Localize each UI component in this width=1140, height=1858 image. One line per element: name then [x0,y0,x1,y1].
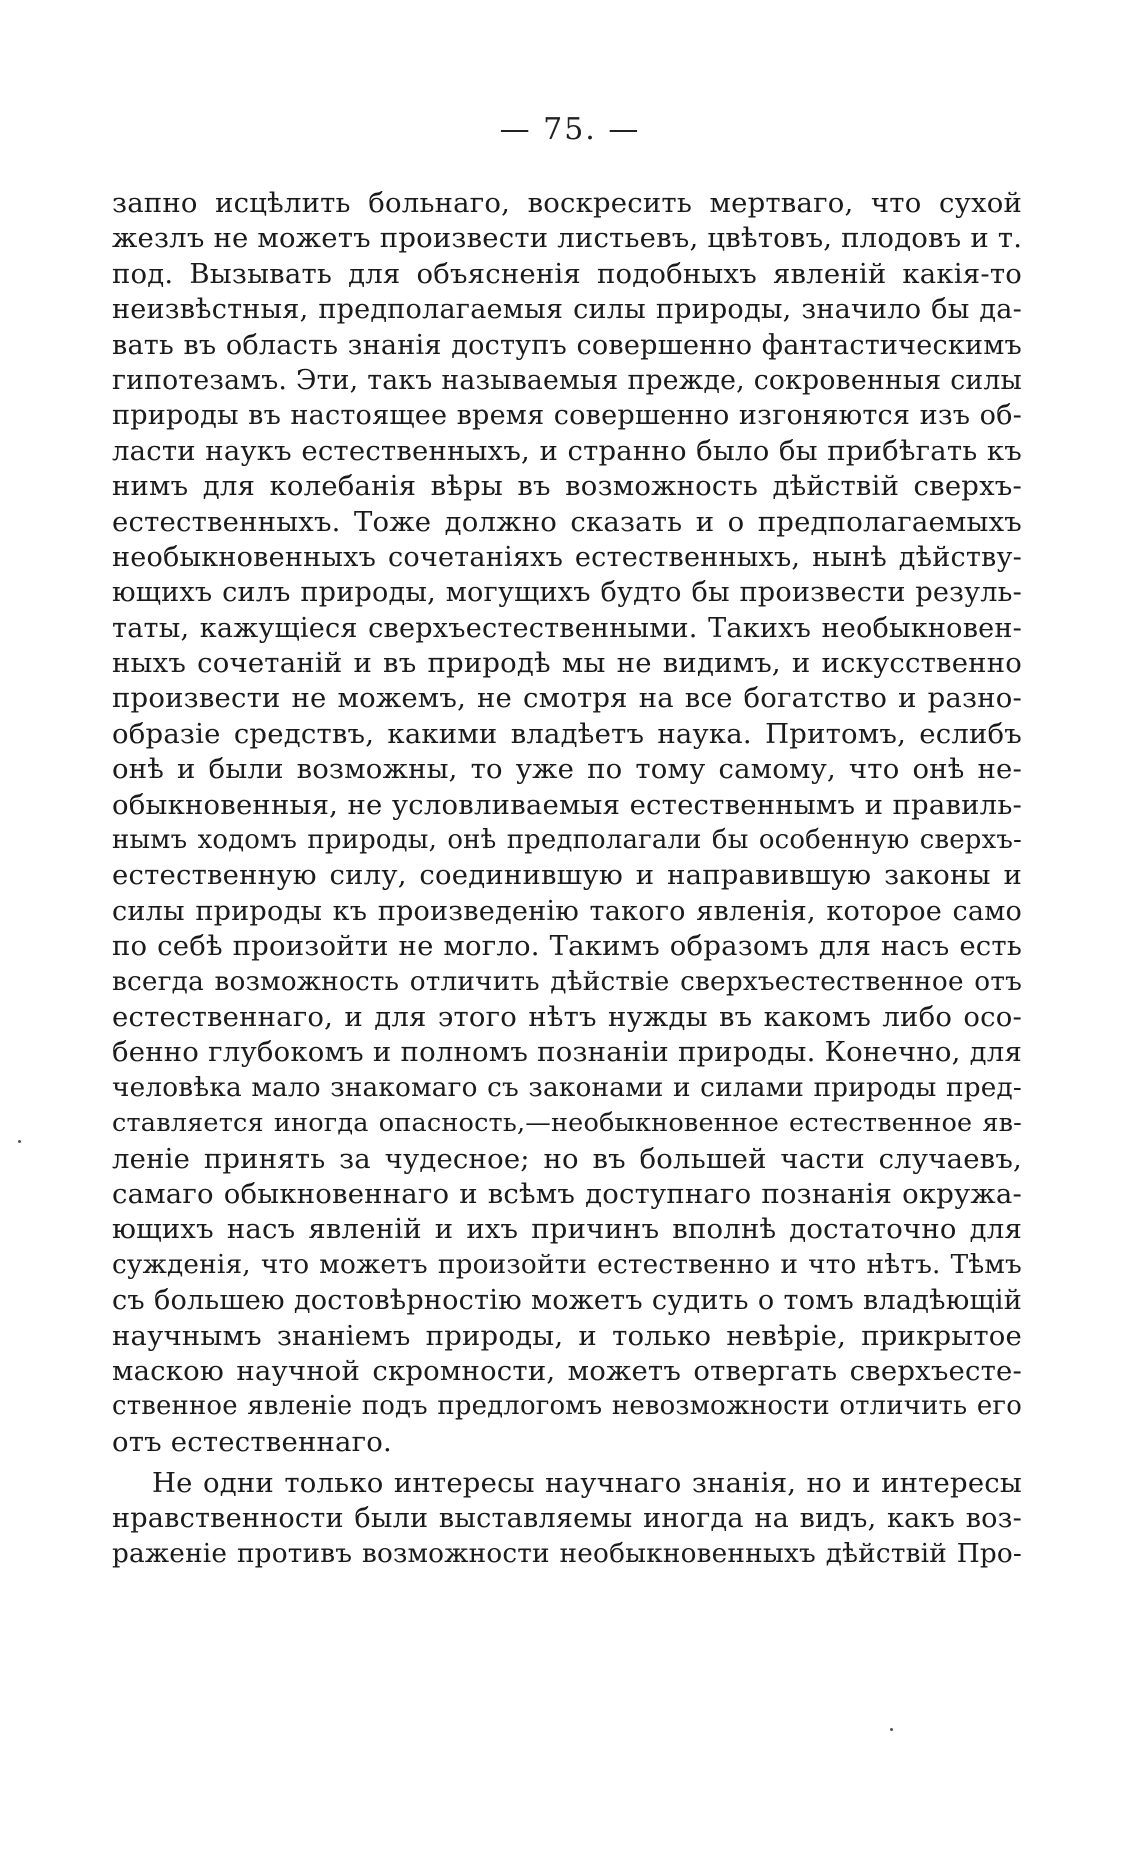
text-line: таты, кажущіеся сверхъестественными. Такихъ необыкновен- [112,612,1022,644]
text-line: съ большею достовѣрностію можетъ судить о томъ владѣющій [112,1285,1022,1317]
text-line: ныхъ сочетаній и въ природѣ мы не видимъ, и искусственно [112,647,1022,680]
text-line: раженіе противъ возможности необыкновенныхъ дѣйствій Про- [112,1538,1022,1569]
text-line: нравственности были выставляемы иногда на видъ, какъ воз- [112,1503,1022,1535]
text-line: необыкновенныхъ сочетаніяхъ естественныхъ, нынѣ дѣйству- [112,541,1022,573]
text-line: по себѣ произойти не могло. Такимъ образомъ для насъ есть [112,930,1022,963]
text-line: естественныхъ. Тоже должно сказать и о предполагаемыхъ [112,505,1022,538]
text-line: сужденія, что можетъ произойти естественно и что нѣтъ. Тѣмъ [112,1249,1022,1280]
text-line: нымъ ходомъ природы, онѣ предполагали бы особенную сверхъ- [112,825,1022,856]
text-line: запно исцѣлить больнаго, воскресить мертваго, что сухой [112,187,1022,219]
text-line: произвести не можемъ, не смотря на все богатство и разно- [112,682,1022,715]
text-line: жезлъ не можетъ произвести листьевъ, цвѣтовъ, плодовъ и т. [112,222,1023,255]
text-line: под. Вызывать для объясненія подобныхъ явленій какія-то [112,257,1022,290]
scan-speck [18,1140,21,1143]
text-line: силы природы къ произведенію такого явленія, которое само [112,895,1022,927]
text-line: ющихъ силъ природы, могущихъ будто бы произвести резуль- [112,577,1022,609]
text-line: отъ естественнаго. [112,1425,392,1458]
text-line: неизвѣстныя, предполагаемыя силы природы, значило бы да- [112,294,1022,326]
text-line: ющихъ насъ явленій и ихъ причинъ вполнѣ достаточно для [112,1213,1022,1246]
paragraph-2 [112,1466,1022,1572]
text-line: ласти наукъ естественныхъ, и странно было бы прибѣгать къ [112,434,1022,467]
text-line: маскою научной скромности, можетъ отвергать сверхъесте- [112,1354,1022,1387]
paragraph-1 [112,186,1022,1460]
text-line: естественную силу, соединившую и направившую законы и [112,859,1022,892]
text-line: образіе средствъ, какими владѣетъ наука. Притомъ, еслибъ [112,717,1022,750]
text-line: ставляется иногда опасность,—необыкновенное естественное яв- [112,1108,1022,1139]
text-line: бенно глубокомъ и полномъ познаніи природы. Конечно, для [112,1036,1022,1069]
text-line: естественнаго, и для этого нѣтъ нужды въ какомъ либо осо- [112,1000,1022,1033]
text-line: научнымъ знаніемъ природы, и только невѣріе, прикрытое [112,1319,1022,1352]
text-line: обыкновенныя, не условливаемыя естественнымъ и правиль- [112,788,1022,821]
page-number: — 75. — [499,112,641,147]
text-line: ственное явленіе подъ предлогомъ невозможности отличить его [112,1391,1022,1422]
body-text [112,186,1022,1572]
text-line: самаго обыкновеннаго и всѣмъ доступнаго познанія окружа- [112,1177,1022,1210]
text-line: нимъ для колебанія вѣры въ возможность дѣйствій сверхъ- [112,470,1022,503]
text-line: Не одни только интересы научнаго знанія, но и интересы [152,1467,1022,1500]
text-line: природы въ настоящее время совершенно изгоняются изъ об- [112,400,1022,432]
text-line: леніе принять за чудесное; но въ большей части случаевъ, [112,1142,1022,1175]
text-line: человѣка мало знакомаго съ законами и силами природы пред- [112,1072,1022,1103]
text-line: вать въ область знанія доступъ совершенно фантастическимъ [112,329,1022,361]
scan-speck [890,1728,893,1731]
text-line: онѣ и были возможны, то уже по тому самому, что онѣ не- [112,753,1022,786]
text-line: гипотезамъ. Эти, такъ называемыя прежде, сокровенныя силы [112,364,1022,396]
text-line: всегда возможность отличить дѣйствіе сверхъестественное отъ [112,966,1022,997]
